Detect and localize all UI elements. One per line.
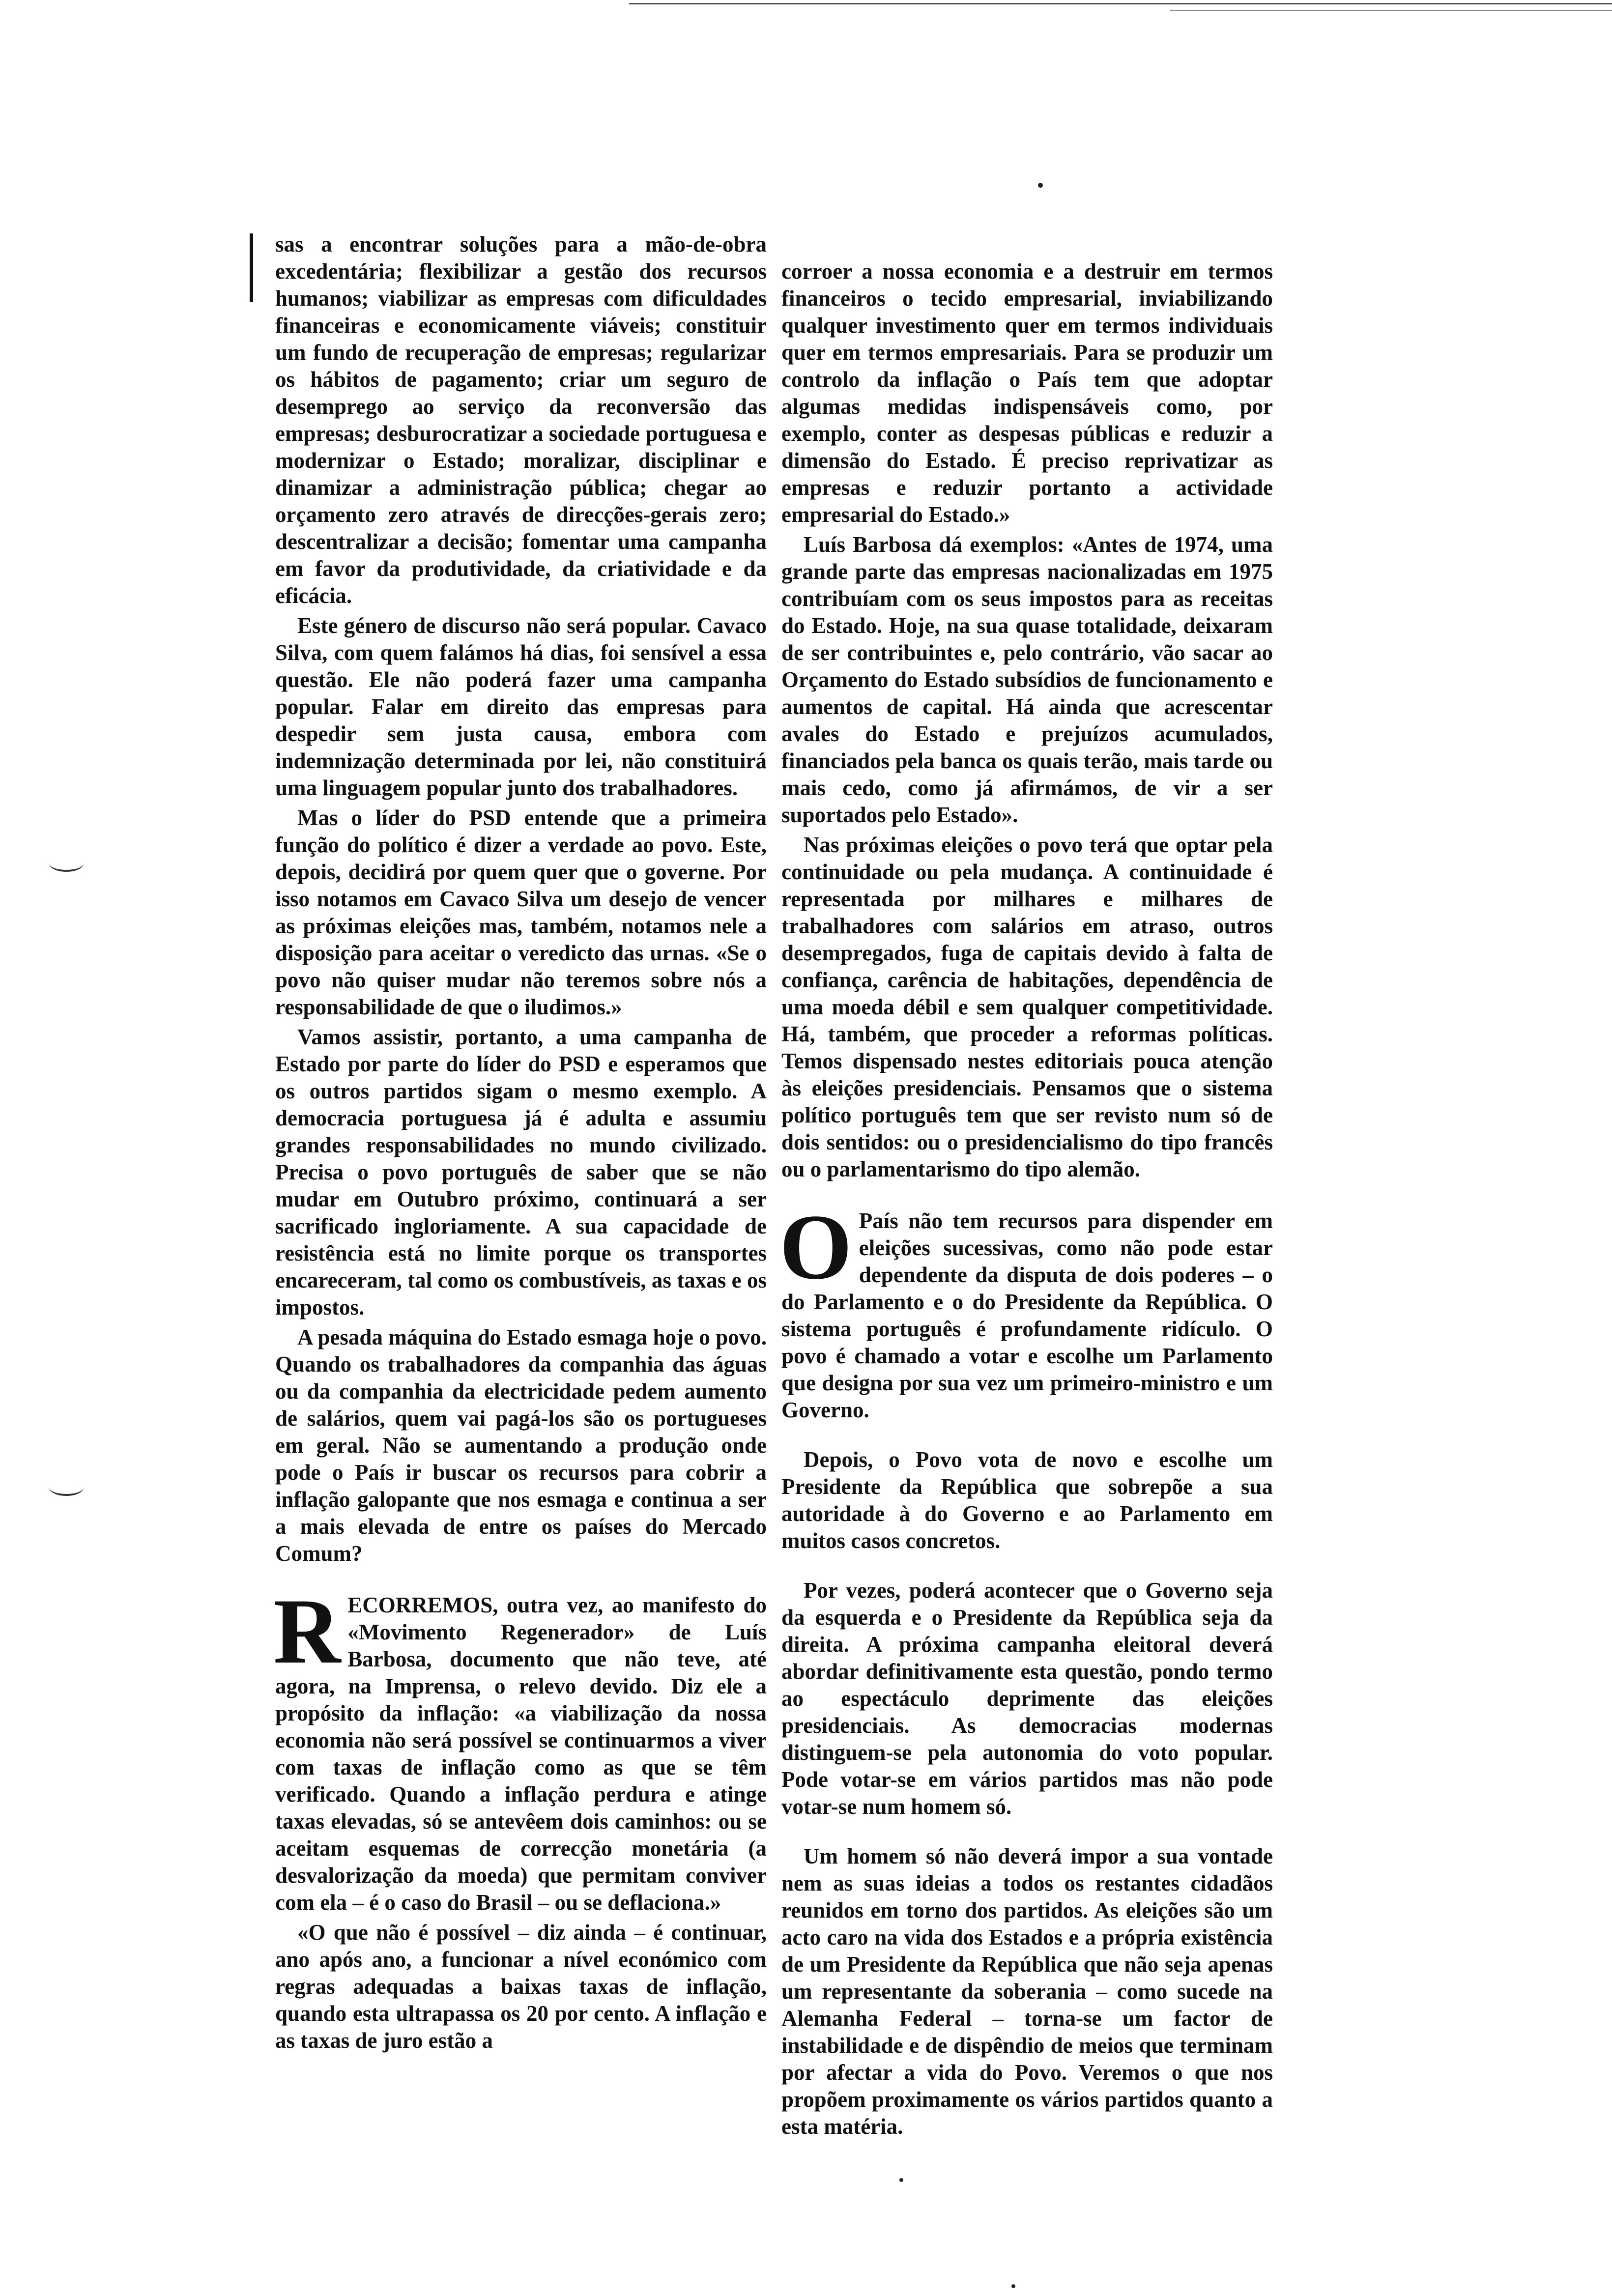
margin-mark (49, 1479, 84, 1496)
paragraph: Depois, o Povo vota de novo e escolhe um Presidente da República que sobrepõe a sua autoridade à do Governo e ao Parlamento em muitos casos concretos. (781, 1447, 1273, 1553)
paragraph: A pesada máquina do Estado esmaga hoje o povo. Quando os trabalhadores da companhia das águas ou da companhia da electricidade pedem aumento de salários, quem vai pagá-los são os portugueses em geral. Não se aumentando a produção onde pode o País ir buscar os recursos para cobrir a inflação galopante que nos esmaga e continua a ser a mais elevada de entre os países do Mercado Comum? (275, 1325, 767, 1566)
dropcap-paragraph (779, 1196, 1273, 1424)
paragraph: Por vezes, poderá acontecer que o Governo seja da esquerda e o Presidente da República seja da direita. A próxima campanha eleitoral deverá abordar definitivamente esta questão, pondo termo ao espectáculo deprimente das eleições presidenciais. As democracias modernas distinguem-se pela autonomia do voto popular. Pode votar-se em vários partidos mas não pode votar-se num homem só. (781, 1578, 1273, 1819)
paragraph: «O que não é possível – diz ainda – é continuar, ano após ano, a funcionar a nível económico com regras adequadas a baixas taxas de inflação, quando esta ultrapassa os 20 por cento. A inflação e as taxas de juro estão a (275, 1920, 767, 2053)
paragraph: Este género de discurso não será popular. Cavaco Silva, com quem falámos há dias, foi sensível a essa questão. Ele não poderá fazer uma campanha popular. Falar em direito das empresas para despedir sem justa causa, embora com indemnização determinada por lei, não constituirá uma linguagem popular junto dos trabalhadores. (275, 613, 767, 800)
scan-speck (1038, 183, 1043, 188)
paragraph: Nas próximas eleições o povo terá que optar pela continuidade ou pela mudança. A continuidade é representada por milhares e milhares de trabalhadores com salários em atraso, outros desempregados, fuga de capitais devido à falta de confiança, carência de habitações, dependência de uma moeda débil e sem qualquer competitividade. Há, também, que proceder a reformas políticas. Temos dispensado nestes editoriais pouca atenção às eleições presidenciais. Pensamos que o sistema político português tem que ser revisto num só de dois sentidos: ou o presidencialismo do tipo francês ou o parlamentarismo do tipo alemão. (781, 832, 1273, 1181)
dropcap-letter: O (779, 1196, 852, 1299)
paragraph: Luís Barbosa dá exemplos: «Antes de 1974, uma grande parte das empresas nacionalizadas em 1975 contribuíam com os seus impostos para as receitas do Estado. Hoje, na sua quase totalidade, deixaram de ser contribuintes e, pelo contrário, vão sacar ao Orçamento do Estado subsídios de funcionamento e aumentos de capital. Há ainda que acrescentar avales do Estado e prejuízos acumulados, financiados pela banca os quais terão, mais tarde ou mais cedo, como já afirmámos, de vir a ser suportados pelo Estado». (781, 532, 1273, 827)
scan-top-line-secondary (1170, 10, 1612, 11)
paragraph: corroer a nossa economia e a destruir em termos financeiros o tecido empresarial, inviabilizando qualquer investimento quer em termos individuais quer em termos empresariais. Para se produzir um controlo da inflação o País tem que adoptar algumas medidas indispensáveis como, por exemplo, conter as despesas públicas e reduzir a dimensão do Estado. É preciso reprivatizar as empresas e reduzir portanto a actividade empresarial do Estado.» (781, 259, 1273, 527)
scan-speck (1011, 2284, 1015, 2288)
scan-speck (899, 2178, 903, 2182)
dropcap-paragraph (273, 1580, 767, 1916)
paragraph: sas a encontrar soluções para a mão-de-obra excedentária; flexibilizar a gestão dos recursos humanos; viabilizar as empresas com dificuldades financeiras e economicamente viáveis; constituir um fundo de recuperação de empresas; regularizar os hábitos de pagamento; criar um seguro de desemprego ao serviço da reconversão das empresas; desburocratizar a sociedade portuguesa e modernizar o Estado; moralizar, disciplinar e dinamizar a administração pública; chegar ao orçamento zero através de direcções-gerais zero; descentralizar a decisão; fomentar uma campanha em favor da produtividade, da criatividade e da eficácia. (275, 232, 767, 608)
paragraph: Vamos assistir, portanto, a uma campanha de Estado por parte do líder do PSD e esperamos que os outros partidos sigam o mesmo exemplo. A democracia portuguesa já é adulta e assumiu grandes responsabilidades no mundo civilizado. Precisa o povo português de saber que se não mudar em Outubro próximo, continuará a ser sacrificado ingloriamente. A sua capacidade de resistência está no limite porque os transportes encareceram, tal como os combustíveis, as taxas e os impostos. (275, 1025, 767, 1320)
dropcap-letter: R (273, 1580, 341, 1683)
dropcap-paragraph-text: ECORREMOS, outra vez, ao manifesto do «Movimento Regenerador» de Luís Barbosa, documento que não teve, até agora, na Imprensa, o relevo devido. Diz ele a propósito da inflação: «a viabilização da nossa economia não será possível se continuarmos a viver com taxas de inflação como as que se têm verificado. Quando a inflação perdura e atinge taxas elevadas, só se antevêem dois caminhos: ou se aceitam esquemas de correcção monetária (a desvalorização da moeda) que permitam conviver com ela – é o caso do Brasil – ou se deflaciona.» (275, 1593, 767, 1915)
scan-top-line (629, 3, 1612, 4)
paragraph: Mas o líder do PSD entende que a primeira função do político é dizer a verdade ao povo. Este, depois, decidirá por quem quer que o governe. Por isso notamos em Cavaco Silva um desejo de vencer as próximas eleições mas, também, notamos nele a disposição para aceitar o veredicto das urnas. «Se o povo não quiser mudar não teremos sobre nós a responsabilidade de que o iludimos.» (275, 805, 767, 1019)
dropcap-paragraph-text: País não tem recursos para dispender em eleições sucessivas, como não pode estar dependente da disputa de dois poderes – o do Parlamento e o do Presidente da República. O sistema português é profundamente ridículo. O povo é chamado a votar e escolhe um Parlamento que designa por sua vez um primeiro-ministro e um Governo. (781, 1208, 1273, 1422)
paragraph: Um homem só não deverá impor a sua vontade nem as suas ideias a todos os restantes cidadãos reunidos em torno dos partidos. As eleições são um acto caro na vida dos Estados e a própria existência de um Presidente da República que não seja apenas um representante da soberania – como sucede na Alemanha Federal – torna-se um factor de instabilidade e de dispêndio de meios que terminam por afectar a vida do Povo. Veremos o que nos propõem proximamente os vários partidos quanto a esta matéria. (781, 1844, 1273, 2139)
margin-bar (250, 233, 253, 302)
right-column (781, 258, 1273, 2143)
margin-mark (49, 855, 84, 872)
left-column (275, 231, 767, 2057)
